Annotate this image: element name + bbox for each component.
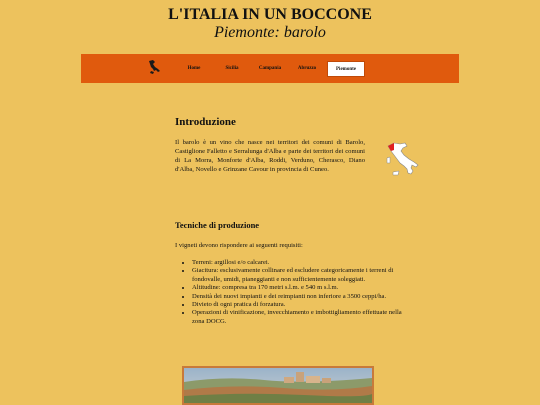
list-item: • Giacitura: esclusivamente collinare ed escludere categoricamente i terreni di fondovalle, umidi, pianeggianti e non sufficientemente soleggiati.	[192, 267, 407, 284]
nav-campania[interactable]: Campania	[258, 65, 282, 71]
list-item: • Operazioni di vinificazione, invecchiamento e imbottigliamento effettuate nella zona DOCG.	[192, 309, 407, 326]
list-item: • Altitudine: compresa tra 170 metri s.l.m. e 540 m s.l.m.	[192, 284, 407, 292]
requirements-intro: I vigneti devono rispondere ai seguenti requisiti:	[175, 242, 303, 249]
nav-abruzzo[interactable]: Abruzzo	[297, 65, 317, 71]
site-subtitle: Piemonte: barolo	[214, 24, 326, 41]
site-title: L'ITALIA IN UN BOCCONE	[168, 6, 372, 23]
nav-home[interactable]: Home	[187, 65, 201, 71]
list-item: • Densità dei nuovi impianti e dei reimpianti non inferiore a 3500 ceppi/ha.	[192, 293, 407, 301]
vineyard-photo	[182, 366, 374, 405]
requirements-list	[175, 259, 407, 326]
list-item: • Divieto di ogni pratica di forzatura.	[192, 301, 407, 309]
vineyard-landscape-image	[184, 368, 372, 403]
nav-sicilia[interactable]: Sicilia	[225, 65, 239, 71]
intro-paragraph: Il barolo è un vino che nasce nei territori dei comuni di Barolo, Castiglione Falletto e Serralunga d'Alba e parte dei territori dei comuni di La Morra, Monforte d'Alba, Roddi, Verduno, Cherasco, Diano d'Alba, Novello e Grinzane Cavour in provincia di Cuneo.	[175, 139, 365, 173]
italy-logo-icon[interactable]	[147, 59, 161, 75]
intro-heading: Introduzione	[175, 116, 236, 128]
nav-piemonte[interactable]: Piemonte	[327, 61, 365, 77]
list-item: • Terreni: argillosi e/o calcarei.	[192, 259, 407, 267]
navbar	[81, 54, 459, 83]
italy-map-image	[385, 140, 421, 180]
techniques-heading: Tecniche di produzione	[175, 220, 260, 230]
